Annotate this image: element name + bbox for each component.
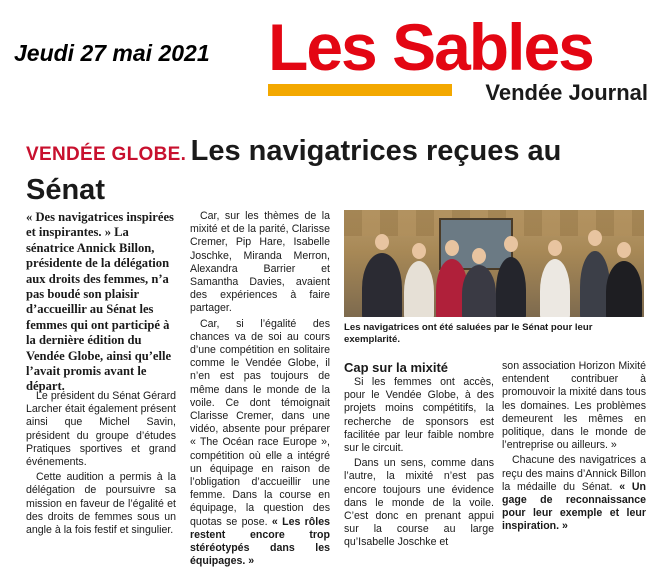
article-photo <box>344 210 644 317</box>
pull-quote: « Les rôles restent encore trop stéréotypés dans les équipages. » <box>190 515 330 568</box>
photo-person <box>462 265 496 317</box>
article-column-3 <box>344 376 494 552</box>
photo-person-head <box>548 240 562 256</box>
article-headline <box>26 134 646 212</box>
article-column-4 <box>502 360 646 536</box>
masthead-accent-bar <box>268 84 452 96</box>
masthead-subtitle: Vendée Journal <box>485 80 648 105</box>
photo-person-head <box>375 234 389 250</box>
headline-kicker: VENDÉE GLOBE. <box>26 144 187 165</box>
photo-person-head <box>504 236 518 252</box>
paragraph-text: Car, si l’égalité des chances va de soi au cours d’une compétition en solitaire comme le Vendée Globe, il n’en est pas toujours de même dans le monde de la voile. Ce dont témoignait Clarisse Cremer, dans une vidéo, absente pour préparer « The Océan race Europe », compétition où elle a intégré un équipage en raison de l’obligation d’accueillir une femme. Dans la course en équipage, la question des quotas se pose. <box>190 317 330 528</box>
photo-person <box>362 253 402 317</box>
paragraph <box>190 318 330 569</box>
paragraph: Car, sur les thèmes de la mixité et de la parité, Clarisse Cremer, Pip Hare, Isabelle Joschke, Miranda Merron, Alexandra Barrier et Samantha Davies, avaient des expériences à faire partager. <box>190 210 330 315</box>
photo-person-head <box>472 248 486 264</box>
section-subhead: Cap sur la mixité <box>344 360 449 375</box>
masthead-logo <box>268 10 658 122</box>
photo-person <box>606 261 642 317</box>
closing-quote: « Un gage de reconnaissance pour leur exemple et leur inspiration. » <box>502 480 646 533</box>
paragraph: Le président du Sénat Gérard Larcher était également présent ainsi que Michel Savin, président du groupe d’études Pratiques sportives et grand événements. <box>26 390 176 469</box>
photo-person <box>404 261 434 317</box>
publication-date: Jeudi 27 mai 2021 <box>14 40 210 66</box>
paragraph: Dans un sens, comme dans l’autre, la mixité n’est pas encore toujours une évidence dans le monde de la voile. C’est donc en prenant appui sur la course au large qu’Isabelle Joschke et <box>344 457 494 549</box>
article-lead: « Des navigatrices inspirées et inspirantes. » La sénatrice Annick Billon, présidente de la délégation aux droits des femmes, n’a pas boudé son plaisir d’accueillir au Sénat les femmes qui ont participé à la dernière édition du Vendée Globe, ainsi qu’elle l’avait promis avant le départ. <box>26 210 174 394</box>
photo-person <box>540 259 570 317</box>
headline-title: Les navigatrices reçues au Sénat <box>26 135 562 206</box>
photo-person-head <box>588 230 602 246</box>
article-column-1 <box>26 390 176 539</box>
photo-person <box>496 257 526 317</box>
paragraph <box>502 454 646 533</box>
paragraph-text: Chacune des navigatrices a reçu des mains d’Annick Billon la médaille du Sénat. <box>502 454 646 493</box>
paragraph: Cette audition a permis à la délégation de poursuivre sa mission en faveur de l’égalité et des droits de femmes sous un angle à la fois festif et singulier. <box>26 471 176 537</box>
paragraph: Si les femmes ont accès, pour le Vendée Globe, à des projets moins compétitifs, la recherche de sponsors est facilitée par leur faible nombre sur le circuit. <box>344 376 494 455</box>
photo-person-head <box>617 242 631 258</box>
photo-person-head <box>445 240 459 256</box>
article-column-2 <box>190 210 330 570</box>
photo-person-head <box>412 243 426 259</box>
photo-caption: Les navigatrices ont été saluées par le Sénat pour leur exemplarité. <box>344 322 593 346</box>
masthead-title: Les Sables <box>268 10 593 84</box>
paragraph: son association Horizon Mixité entendent contribuer à promouvoir la mixité dans tous les domaines. Les problèmes demeurent les mêmes en politique, dans le monde de l’entreprise ou ailleurs. » <box>502 360 646 452</box>
